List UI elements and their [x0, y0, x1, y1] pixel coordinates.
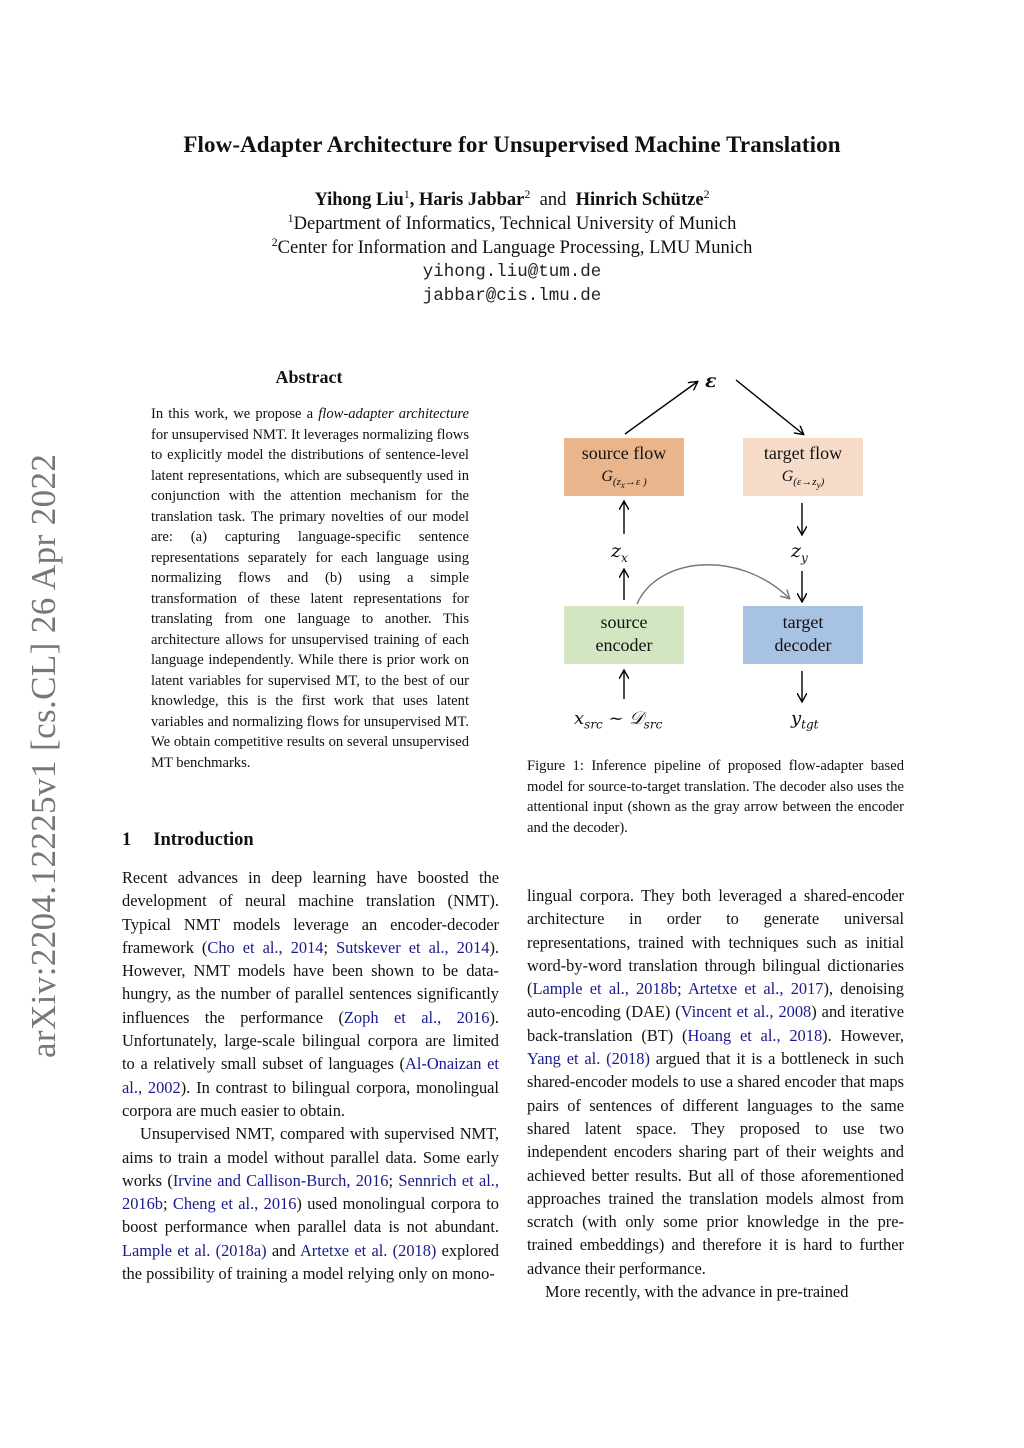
citation-link[interactable]: Cho et al., 2014 — [207, 937, 324, 957]
citation-link[interactable]: Yang et al. (2018) — [527, 1049, 650, 1069]
citation-link[interactable]: Hoang et al., 2018 — [687, 1025, 823, 1045]
target-flow-label: target flow — [763, 443, 843, 463]
email-1[interactable]: yihong.liu@tum.de — [422, 262, 602, 282]
target-flow-box — [743, 438, 863, 496]
affiliation-1: $^1$Department of Informatics, Technical University of Munich — [287, 211, 737, 234]
email-2[interactable]: jabbar@cis.lmu.de — [422, 286, 602, 306]
affiliation-2: $^2$Center for Information and Language Processing, LMU Munich — [271, 235, 753, 258]
paragraph: lingual corpora. They both leveraged a shared-encoder architecture in order to generate universal representations, trained with techniques such as initial word-by-word translation through bilingual dictionaries (Lample et al., 2018b; Artetxe et al., 2017), denoising auto-encoding (DAE) (Vincent et al., 2008) and iterative back-translation (BT) (Hoang et al., 2018). However, Yang et al. (2018) argued that it is a bottleneck in such shared-encoder models to use a shared encoder that maps pairs of sentences of different languages to the same shared latent space. They proposed to use two independent encoders sharing part of their weights and achieved better results. But all of those aforementioned approaches trained the translation models almost from scratch (with only some prior knowledge in the pre-trained embeddings) and therefore it is hard to further advance their performance. — [527, 886, 904, 1278]
citation-link[interactable]: Cheng et al., 2016 — [172, 1194, 297, 1214]
author-affiliation-mark: 2 — [524, 187, 531, 201]
citation-link[interactable]: Zoph et al., 2016 — [343, 1007, 490, 1027]
author-affiliation-mark: 1 — [403, 187, 410, 201]
citation-link[interactable]: Sennrich et al., 2016b — [122, 1170, 500, 1214]
arxiv-identifier: arXiv:2204.12225v1 [cs.CL] 26 Apr 2022 — [24, 453, 63, 1058]
attention-arrow — [637, 565, 789, 604]
citation-link[interactable]: Al-Onaizan et al., 2002 — [122, 1054, 499, 1097]
epsilon-label: ε — [705, 370, 717, 392]
arrow-source-flow-to-epsilon — [625, 382, 697, 434]
paragraph: Unsupervised NMT, compared with supervised NMT, aims to train a model without parallel data. Some early works (Irvine and Callison-Burch, 2016; Sennrich et al., 2016b; Cheng et al., 2016) used monolingual corpora to boost performance when parallel data is not abundant. Lample et al. (2018a) and Artetxe et al. (2018) explored the possibility of training a model relying only on mono- — [122, 1124, 500, 1284]
author-line: Yihong Liu$^1$, Haris Jabbar$^2$ and Hinrich Schütze$^2$ — [314, 187, 710, 210]
zx-label: $z_x$ — [611, 540, 628, 565]
source-flow-math: $G_{(z_x\to\varepsilon )}$ — [601, 468, 647, 491]
encoder-label-line-2: encoder — [595, 635, 653, 655]
abstract-heading: Abstract — [275, 367, 343, 387]
target-decoder-box — [743, 606, 863, 664]
citation-link[interactable]: Sutskever et al., 2014 — [336, 937, 490, 957]
input-label: $x_{src}$ ~ 𝒟$_{src}$ — [574, 708, 663, 732]
paper-title: Flow-Adapter Architecture for Unsupervised Machine Translation — [183, 132, 841, 157]
citation-link[interactable]: Lample et al. (2018a) — [122, 1240, 267, 1260]
encoder-label-line-1: source — [600, 612, 648, 632]
citation-link[interactable]: Artetxe et al. (2018) — [299, 1240, 437, 1260]
target-flow-math: $G_{(\varepsilon\to z_y)}$ — [781, 468, 825, 491]
figure-caption: Figure 1: Inference pipeline of proposed flow-adapter based model for source-to-target translation. The decoder also uses the attentional input (shown as the gray arrow between the encoder and the decoder). — [527, 758, 904, 836]
citation-link[interactable]: Vincent et al., 2008 — [680, 1002, 812, 1022]
citation-link[interactable]: Artetxe et al., 2017 — [687, 979, 824, 999]
decoder-label-line-2: decoder — [774, 635, 832, 655]
figure-1-diagram — [527, 368, 904, 748]
citation-link[interactable]: Irvine and Callison-Burch, 2016 — [172, 1170, 389, 1190]
author-name: Haris Jabbar — [419, 190, 525, 210]
zy-label: $z_y$ — [791, 540, 808, 565]
right-column-body — [527, 884, 904, 1303]
decoder-label-line-1: target — [782, 612, 824, 632]
citation-link[interactable]: Lample et al., 2018b — [532, 979, 678, 999]
paragraph: More recently, with the advance in pre-trained — [545, 1282, 849, 1302]
author-name: Yihong Liu — [314, 190, 404, 210]
source-flow-box — [564, 438, 684, 496]
source-encoder-box — [564, 606, 684, 664]
diagram-arrows — [527, 368, 904, 748]
arrow-epsilon-to-target-flow — [736, 380, 803, 434]
author-conjunction: and — [539, 190, 567, 210]
author-block — [0, 188, 1024, 308]
abstract-text: In this work, we propose a flow-adapter architecture for unsupervised NMT. It leverages normalizing flows to explicitly model the distributions of sentence-level latent representations, which are subsequently used in conjunction with the attention mechanism for the translation task. The primary novelties of our model are: (a) capturing language-specific sentence representations separately for each language using normalizing flows and (b) using a simple transformation of these latent representations for translating from one language to another. This architecture allows for unsupervised training of each language independently. While there is prior work on latent variables for supervised MT, to the best of our knowledge, this is the first work that uses latent variables and normalizing flows for unsupervised MT. We obtain competitive results on several unsupervised MT benchmarks. — [151, 406, 469, 771]
source-flow-label: source flow — [581, 443, 667, 463]
author-affiliation-mark: 2 — [703, 187, 710, 201]
section-heading: 1 Introduction — [122, 830, 254, 850]
paragraph: Recent advances in deep learning have boosted the development of neural machine translation (NMT). Typical NMT models leverage an encoder-decoder framework (Cho et al., 2014; Sutskever et al., 2014). However, NMT models have been shown to be data-hungry, as the number of parallel sentences significantly influences the performance (Zoph et al., 2016). Unfortunately, large-scale bilingual corpora are limited to a relatively small subset of languages (Al-Onaizan et al., 2002). In contrast to bilingual corpora, monolingual corpora are much easier to obtain. — [122, 868, 500, 1120]
left-column-body — [122, 866, 499, 1285]
author-name: Hinrich Schütze — [575, 190, 704, 210]
output-label: $y_{tgt}$ — [791, 708, 819, 732]
